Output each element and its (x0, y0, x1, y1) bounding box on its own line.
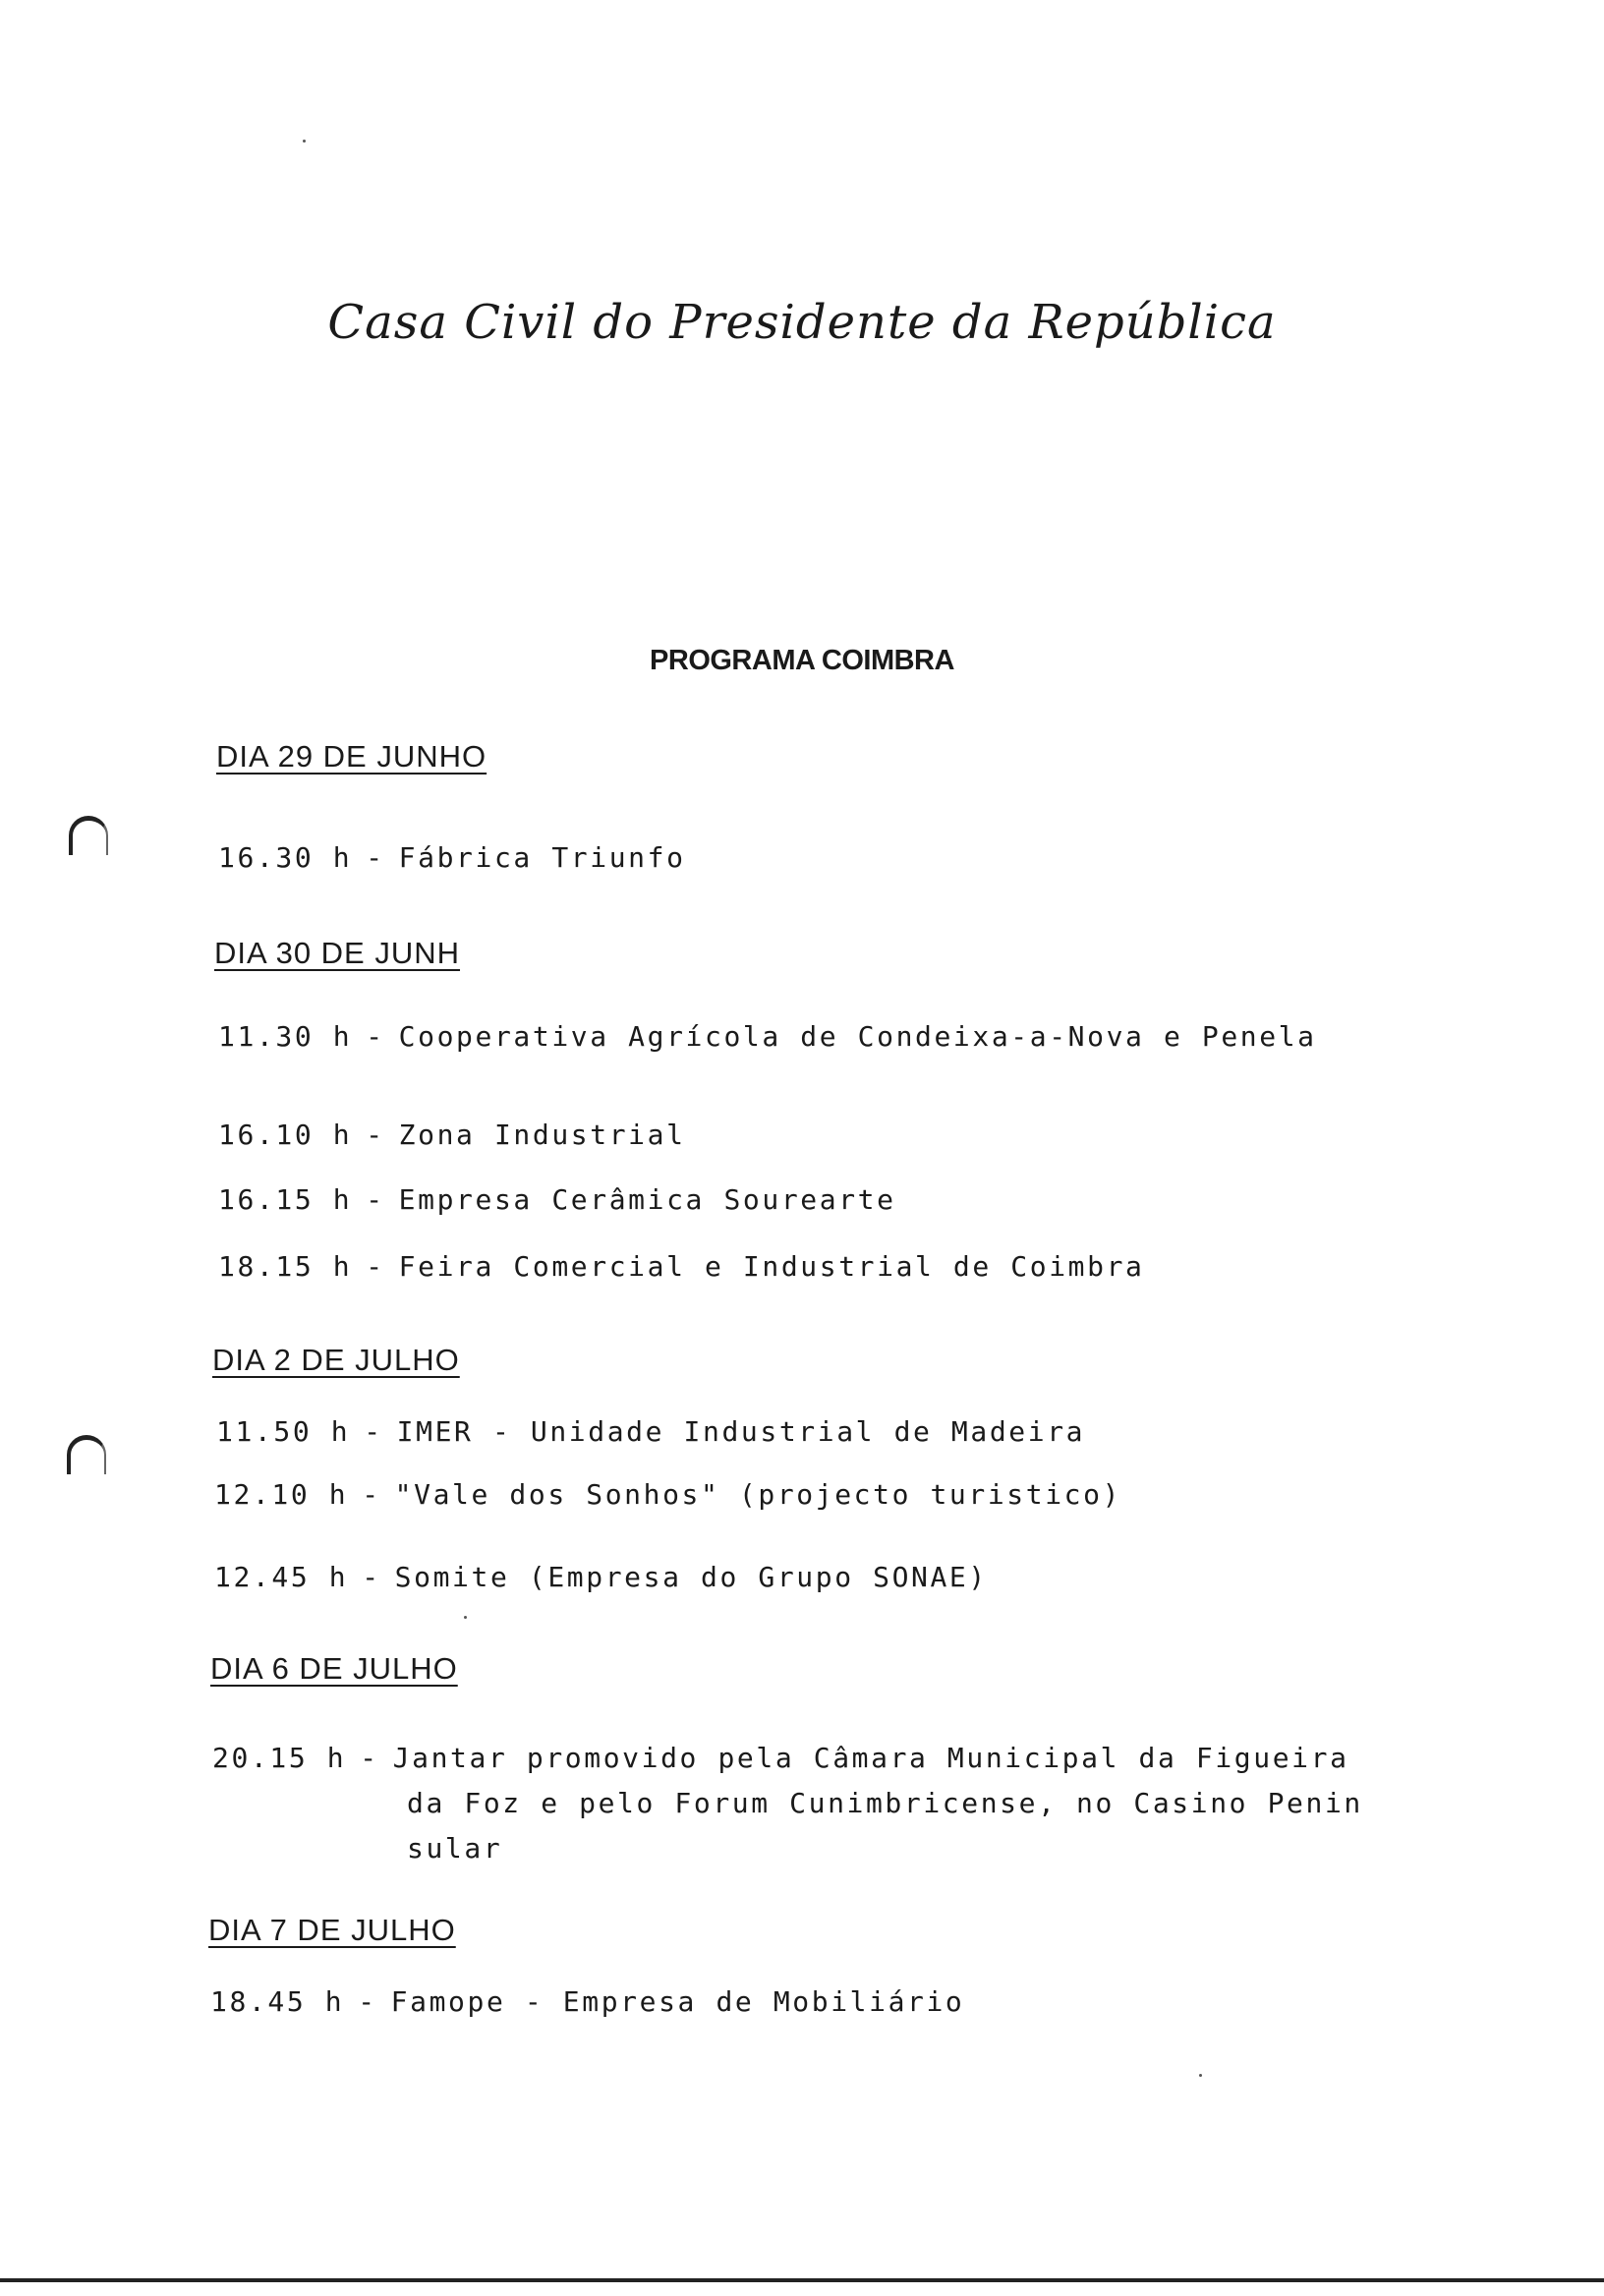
scan-speck (303, 140, 306, 143)
schedule-entry (214, 1561, 988, 1593)
day-heading: DIA 7 DE JULHO (208, 1913, 456, 1947)
entry-description: IMER - Unidade Industrial de Madeira (396, 1415, 1086, 1448)
day-heading: DIA 29 DE JUNHO (216, 739, 487, 774)
schedule-entry (218, 1183, 896, 1216)
entry-separator: - (358, 1985, 377, 2018)
entry-description: Empresa Cerâmica Sourearte (398, 1183, 896, 1216)
entry-separator: - (360, 1742, 379, 1774)
schedule-entry (210, 1985, 964, 2018)
entry-description: Somite (Empresa do Grupo SONAE) (394, 1561, 988, 1593)
scan-speck (1199, 2074, 1202, 2077)
entry-time: 12.45 h (214, 1561, 349, 1593)
bottom-rule (0, 2278, 1604, 2282)
scan-speck (464, 1616, 467, 1619)
punch-hole-mark (69, 816, 108, 855)
entry-continuation: da Foz e pelo Forum Cunimbricense, no Casino Penin (407, 1787, 1363, 1819)
entry-separator: - (366, 1183, 385, 1216)
entry-continuation: sular (407, 1832, 503, 1865)
entry-time: 16.15 h (218, 1183, 353, 1216)
schedule-entry (212, 1742, 1349, 1774)
entry-separator: - (366, 1020, 385, 1053)
entry-description: Jantar promovido pela Câmara Municipal da Figueira (392, 1742, 1349, 1774)
entry-time: 18.45 h (210, 1985, 345, 2018)
entry-time: 16.10 h (218, 1119, 353, 1151)
entry-description: "Vale dos Sonhos" (projecto turistico) (394, 1478, 1122, 1511)
entry-time: 20.15 h (212, 1742, 347, 1774)
entry-time: 11.50 h (216, 1415, 351, 1448)
entry-separator: - (366, 841, 385, 874)
day-heading: DIA 6 DE JULHO (210, 1651, 458, 1686)
entry-description: Feira Comercial e Industrial de Coimbra (398, 1250, 1145, 1283)
schedule-entry (218, 1020, 1317, 1053)
entry-time: 16.30 h (218, 841, 353, 874)
schedule-entry (218, 1250, 1145, 1283)
page-title: PROGRAMA COIMBRA (650, 645, 954, 676)
day-heading: DIA 30 DE JUNH (214, 936, 461, 970)
letterhead: Casa Civil do Presidente da República (327, 295, 1277, 350)
schedule-entry (218, 1119, 686, 1151)
entry-description: Fábrica Triunfo (398, 841, 686, 874)
entry-description: Zona Industrial (398, 1119, 686, 1151)
entry-separator: - (364, 1415, 383, 1448)
punch-hole-mark (67, 1435, 106, 1474)
entry-time: 11.30 h (218, 1020, 353, 1053)
entry-separator: - (362, 1478, 381, 1511)
entry-separator: - (366, 1250, 385, 1283)
entry-separator: - (366, 1119, 385, 1151)
entry-time: 12.10 h (214, 1478, 349, 1511)
entry-separator: - (362, 1561, 381, 1593)
entry-description: Cooperativa Agrícola de Condeixa-a-Nova e Penela (398, 1020, 1317, 1053)
schedule-entry (216, 1415, 1085, 1448)
entry-time: 18.15 h (218, 1250, 353, 1283)
schedule-entry (218, 841, 686, 874)
entry-description: Famope - Empresa de Mobiliário (390, 1985, 965, 2018)
day-heading: DIA 2 DE JULHO (212, 1343, 460, 1377)
schedule-entry (214, 1478, 1121, 1511)
